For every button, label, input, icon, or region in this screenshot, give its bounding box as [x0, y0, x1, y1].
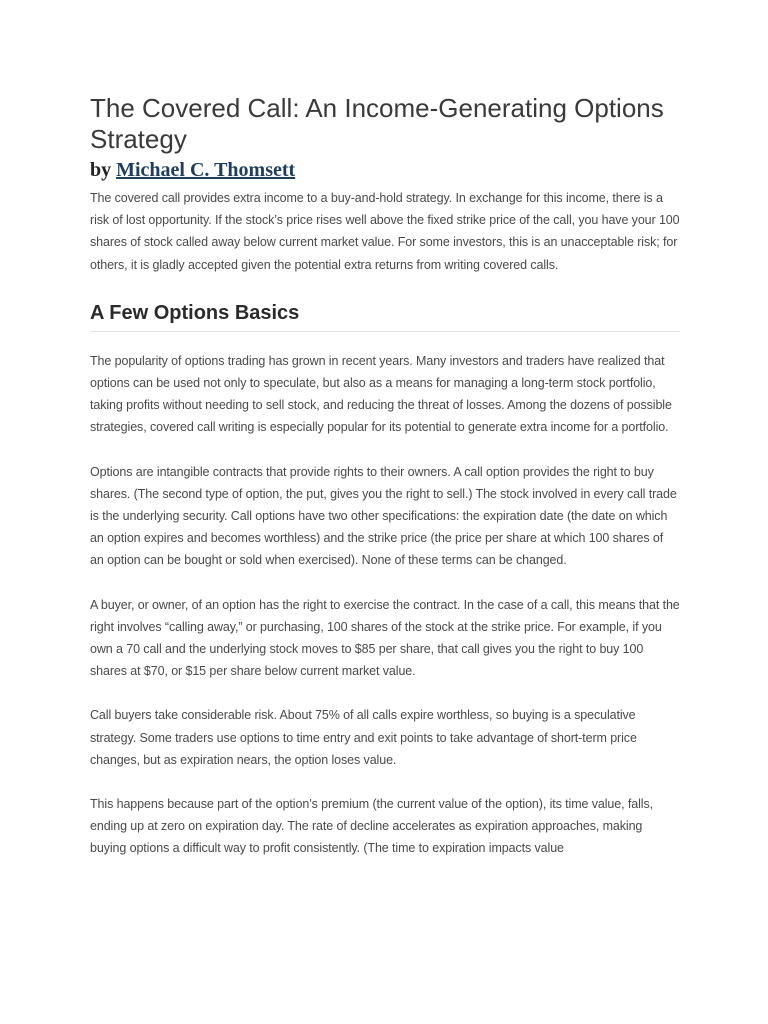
section-heading: A Few Options Basics: [90, 302, 680, 332]
body-paragraph: The popularity of options trading has grown in recent years. Many investors and traders have realized that options can be used not only to speculate, but also as a means for managing a long-term stock portfolio, taking profits without needing to sell stock, and reducing the threat of losses. Among the dozens of possible strategies, covered call writing is especially popular for its potential to generate extra income for a portfolio.: [90, 353, 672, 435]
author-link[interactable]: Michael C. Thomsett: [116, 159, 296, 181]
body-paragraph: This happens because part of the option’s premium (the current value of the option), its time value, falls, ending up at zero on expiration day. The rate of decline accelerates as expiration approaches, making buying options a difficult way to profit consistently. (The time to expiration impacts value: [90, 797, 653, 856]
body-paragraph: Options are intangible contracts that provide rights to their owners. A call option provides the right to buy shares. (The second type of option, the put, gives you the right to sell.) The stock involved in every call trade is the underlying security. Call options have two other specifications: the expiration date (the date on which an option expires and becomes worthless) and the strike price (the price per share at which 100 shares of an option can be bought or sold when exercised). None of these terms can be changed.: [90, 464, 677, 568]
article: [90, 93, 680, 882]
article-intro: The covered call provides extra income to a buy-and-hold strategy. In exchange for this income, there is a risk of lost opportunity. If the stock’s price rises well above the fixed strike price of the call, you have your 100 shares of stock called away below current market value. For some investors, this is an unacceptable risk; for others, it is gladly accepted given the potential extra returns from writing covered calls.: [90, 191, 680, 272]
body-paragraph: A buyer, or owner, of an option has the right to exercise the contract. In the case of a call, this means that the right involves “calling away,” or purchasing, 100 shares of the stock at the strike price. For example, if you own a 70 call and the underlying stock moves to $85 per share, that call gives you the right to buy 100 shares at $70, or $15 per share below current market value.: [90, 597, 680, 679]
section-body: [90, 350, 680, 860]
body-paragraph: Call buyers take considerable risk. About 75% of all calls expire worthless, so buying is a speculative strategy. Some traders use options to time entry and exit points to take advantage of short-term price changes, but as expiration nears, the option loses value.: [90, 708, 637, 767]
byline: [90, 157, 680, 183]
article-title: The Covered Call: An Income-Generating Options Strategy: [90, 93, 664, 154]
byline-prefix: by: [90, 159, 112, 181]
